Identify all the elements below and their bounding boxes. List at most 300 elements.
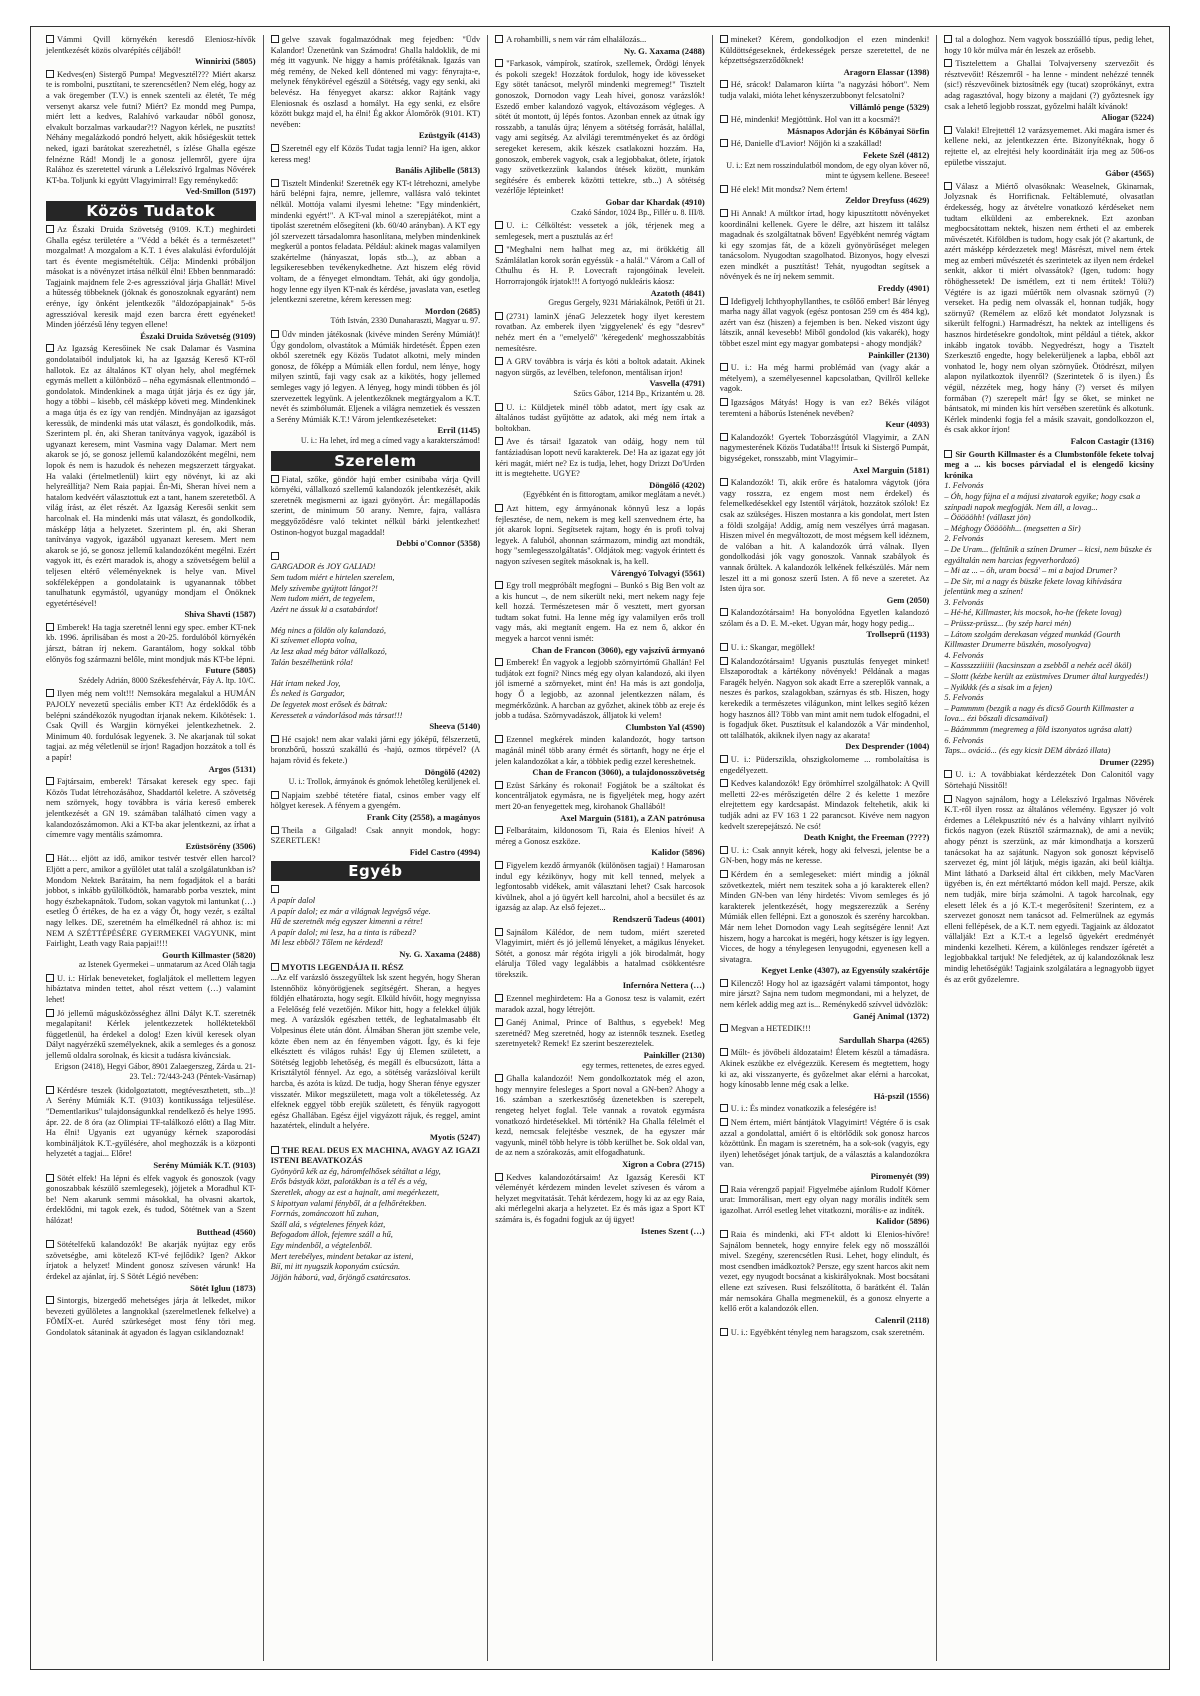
checkbox-bullet-icon bbox=[495, 357, 503, 365]
classified-ad bbox=[271, 552, 481, 732]
ad-signature: Banális Ajlibelle (5813) bbox=[395, 165, 481, 176]
ad-signature: Erril (1145) bbox=[437, 425, 481, 436]
checkbox-bullet-icon bbox=[720, 1185, 728, 1193]
classified-ad bbox=[720, 1048, 930, 1101]
classified-ad bbox=[944, 182, 1154, 447]
ad-text: Emberek! Én vagyok a legjobb szörnyirtómű Ghallán! Fel tudjátok ezt fogni? Nincs még egy olyan kalandozó, aki ilyen jól ismerné a szörnyeket, mint én! Ha más is azt gondolja, hogy Ő a legjobb, az azonnal jelentkezzen nálam, és megmérkőzünk. A harcban az győzhet, akinek több az ereje és jobb a tudása. Szörnyvadászok, álljatok ki velem! bbox=[495, 658, 705, 721]
classified-ad bbox=[720, 363, 930, 395]
classified-ad bbox=[46, 225, 256, 342]
checkbox-bullet-icon bbox=[720, 1024, 728, 1032]
classified-ad bbox=[944, 450, 1154, 768]
column-4 bbox=[713, 35, 938, 1661]
classified-ad bbox=[46, 1086, 256, 1171]
classified-ad bbox=[495, 1173, 705, 1237]
ad-text: Jó jellemű mágusközösséghez állni Dályt K.T. szeretnék megalapítani! Kérlek jelentkezzetek holléktetekből függetlenül, ha érdekel a dolog! Ezen kívül keresek olyan Dályt nagyérzékű személyeknek, akik a semleges és a gonosz jellemű oldalra sorolnak, és kicsit a tudásra kíváncsiak. bbox=[46, 1008, 256, 1061]
classified-ad bbox=[46, 974, 256, 1006]
checkbox-bullet-icon bbox=[720, 433, 728, 441]
ad-text: Az Igazság Keresőinek Ne csak Dalamar és Vasmina gondolataiból induljatok ki, ha az Igazság Kereső KT-ről hallotok. Ez az általános KT olyan hely, ahol megférnek egymás mellett a különböző – néha egymásnak ellentmondó – gondolatok. Mindenkinek a maga útját járja és ez úgy jár, hogy a többi – kisebb, cél másképp követi meg. Mindenkinek a maga útja és ez így van rendjén. Mindnyájan az igazságot keressük, de mindenki más utat választ, és gondolkodik, más. Szerintem pl. én, aki Sheran tanítványa vagyok, igazából is ugyanazt keresem, mint Vasmina vagy Dalamar. Mert nem akarok se jó, se gonosz jellemű kalandozóként megélni, nem lopok és nem is hazudok és nehezen megszerzett tárgyakat. Ha valaki (értelmetlenül) kiirt egy növényt, ki az aki helyreállítja? Nem Raia papjai. Én-Mi, Sheran hívei nem a hatalom kedvéért választottuk ezt a tant, hanem szeretetből. A világ írást, az élet részét. Az Igazság Keresői senkit sem harcolnak el. Ha mindenki más utat választ, és gondolkodik, másképp látja a helyzetet. Szerintem pl. én, aki Sheran tanítványa vagyok, igazából ugyanazt keresem. Mert nem akarok se jó, se gonosz jellemű kalandozóként megélni. Ezért vagyok itt, és ezért maradok is, ahogy a szövetségem belül a teljesen eltérő véleményeknek is helye van. Mivel sokféleképpen a gondolataink is ugyanannak többet tanulhatunk egymástól, ugyanúgy mondjam el Önöknek egyetértésével! bbox=[46, 344, 256, 608]
ad-text: Sötét elfek! Ha lépni és elfek vagyok és gonoszok (vagy gonoszabbak készülő szemlegesek), jöjjetek a Moradhul KT-be! Nem akarunk semmi másokkal, ha olvasni akartok, érdeklődni, mi tagok ezek, és tudod, Sötétnek van a Szent hálózat! bbox=[46, 1173, 256, 1225]
classified-ad bbox=[271, 885, 481, 959]
checkbox-bullet-icon bbox=[495, 735, 503, 743]
checkbox-bullet-icon bbox=[944, 770, 952, 778]
checkbox-bullet-icon bbox=[46, 1240, 54, 1248]
ad-signature: Argos (5131) bbox=[208, 763, 256, 774]
ad-signature: Trollseprű (1193) bbox=[866, 629, 930, 640]
checkbox-bullet-icon bbox=[495, 658, 503, 666]
ad-text: U. i.: Küldjetek minél több adatot, mert így csak az általános tudást gyűjtötte az adatok, aki még nem írtak a boltokban. bbox=[495, 402, 705, 433]
checkbox-bullet-icon bbox=[720, 657, 728, 665]
classified-ad bbox=[495, 59, 705, 218]
ad-text: Hé, Danielle d'Lavior! Nőjjön ki a szakállad! bbox=[730, 139, 882, 149]
ad-signature: Infernóra Nettera (…) bbox=[622, 980, 705, 991]
classified-ad bbox=[495, 928, 705, 992]
classified-ad bbox=[495, 735, 705, 777]
classified-ad bbox=[46, 777, 256, 851]
classified-ad bbox=[720, 297, 930, 361]
ad-signature: Future (5805) bbox=[205, 665, 256, 676]
ad-text: Sintorgis, bizergedő mehetséges járja át lelkedet, mikor bevezeti gyűlöletes a langnokkal (szerelmetlenek felkelve) a FÖMÍX-et. Auréd szürkeséget most fény töri meg. Gondolatok sátaninak át agyadon és lagyan csiklandoznak! bbox=[46, 1296, 256, 1337]
classified-ad bbox=[46, 1009, 256, 1083]
checkbox-bullet-icon bbox=[495, 403, 503, 411]
ad-signature: Ny. G. Xaxama (2488) bbox=[623, 45, 705, 56]
ad-text: Nagyon sajnálom, hogy a Lélekszívó Irgalmas Nővérek K.T.-ről ilyen rossz az általános vélemény. Egyszer jó volt érdemes a Lélekpusztító név és a halvány vihlarrt nyilvító fickós nagyon (ezek Rüsztől származnak), de ami a nevük; ahogy pénzt is szerzünk, az már kimondhatja a korszerű tanácsokat ha az sajátunk. Nagyon sok gonoszt képviselő szervezet ég, mint jól látjuk, mégis igazán, aki beül kiáltja. Mint látható a Darkseid által ért cikkben, mely MacVaren ügyében is, én ezt mértéktartó módon kell majd. Persze, akik nem tudják, mire bírja számolni. A tagok harcolnak, egy elesett lélek és a jó K.T.-t megerősíteni! Szerintem, ez a szervezet gonoszt nem tanácsot ad. Felmerülnek az egymás elleni fellépések, de a K.T. nem egyedi. Tagjaink az áldozatot vállalják! Ezt a K.T.-t a legelső ügyekért eredményét mindenki kezelheti. Kérem, a különleges rendszer ígéretét a legjobbakkal tartjuk! Ne feledjétek, az új kalandozóknak lesz mindig lehetőségük! Tagjaink szolgálatára a legnagyobb ügyet és az erőt győzelemre. bbox=[944, 794, 1154, 984]
ad-signature: Kalidor (5896) bbox=[651, 847, 705, 858]
checkbox-bullet-icon bbox=[944, 182, 952, 190]
ad-poem: 1. Felvonás – Óh, hogy fújna el a májusi zivatarok egyike; hogy csak a színpadi napok megfogják. Nem áll, a lovag... – Öööööhh! (vállaszt jön) – Méghogy Öööööhh... (megsetten a Sir) 2. Felvonás – De Uram... (feltűnik a színen Drumer – kicsi, nem büszke és egyáltalán nem harcias fegyverhordozó) – Mi az ... – óh, uram bocsá' – mi a bajod Drumer? – De Sir, mi a nagy és büszke fekete lovag kihívására jelentünk meg a színen! 3. Felvonás – Hé-hé, Killmaster, kis mocsok, ho-he (fekete lovag) – Prüssz-prüssz... (by szép harci mén) – Látom szolgám derekasan végzed munkád (Gourth Killmaster Drumerre büszkén, mosolyogva) 4. Felvonás – Kassszzziiiiii (kacsinszan a zsebből a nehéz acél ököl) – Slottt (kézbe került az ezüstmíves Drumer által kurgyedés!) – Nyikkkk (és a sisak im a fejen) 5. Felvonás – Pammmm (bezgik a nagy és dicső Gourth Killmaster a lova... ézi bőszali dicsamáival) – Báámmmm (megremeg a föld iszonyatos ugrása alatt) 6. Felvonás Taps... ováció... (és egy kicsit DEM ábrázó illata) bbox=[944, 481, 1152, 756]
ad-signature: Gobar dar Khardak (4910) bbox=[605, 196, 705, 207]
checkbox-bullet-icon bbox=[720, 80, 728, 88]
checkbox-bullet-icon bbox=[720, 139, 728, 147]
ad-text: Hé csajok! nem akar valaki járni egy jóképű, félszerzetű, bronzbőrű, hosszú szakállú és -hajú, ozmos törpével? (A hajam rövid és fekete.) bbox=[270, 734, 481, 765]
ad-signature: Kalidor (5896) bbox=[875, 1216, 930, 1227]
classified-ad bbox=[271, 144, 481, 176]
checkbox-bullet-icon bbox=[46, 623, 54, 631]
ad-text: Kalandozótársaim! Ha bonyolódna Egyetlen kalandozó szólam és a D. E. M.-eket. Ugyan már, hogy hogy pedig... bbox=[719, 608, 930, 628]
checkbox-bullet-icon bbox=[46, 35, 54, 43]
classified-ad bbox=[720, 870, 930, 976]
ad-text: Napjaim szebbé tétetére fiatal, csinos ember vagy elf hölgyet keresek. A fényem a gyengém. bbox=[270, 790, 481, 811]
classified-ad bbox=[495, 245, 705, 309]
ad-signature: Myotis (5247) bbox=[429, 1132, 481, 1142]
checkbox-bullet-icon bbox=[720, 209, 728, 217]
classified-ad bbox=[720, 608, 930, 640]
ad-signature: Calenril (2118) bbox=[874, 1314, 930, 1325]
ad-text: Kérdem én a semlegeseket: miért mindig a jóknál szövetkeztek, miért nem teszitek soha a jó karakterek ellen? Minden GN-ben van lény hirdetés: Vivom semleges és jó karakterek jelentkezését, hogy megszerezzük a Serény Múmiák ellen fellépni. Ezt a gonoszok és szerény harcokban. Már nem lehet Dornodon vagy Leah segítségére lenni! Azt hiszem, hogy a harcokat is megéri, hogy kétszer is így legyen. Vicces, de hogy a ténylegesen lenyugodni, egyenesen kell a sivatagra. bbox=[719, 869, 930, 964]
ad-contact: U. i.: Ezt nem rosszindulatból mondom, de egy olyan köver nő, mint te úgysem kellene. Beseee! bbox=[726, 160, 930, 181]
classified-ad bbox=[720, 755, 930, 776]
ad-signature: Fekete Szél (4812) bbox=[863, 149, 930, 160]
checkbox-bullet-icon bbox=[46, 1086, 54, 1094]
classified-ad bbox=[495, 35, 705, 56]
ad-text: Kalandozók! Gyertek Toborzásgútól Vlagyimir, a ZAN nagymesterének Közös Tudatába!!! Írtsuk ki Sistergő Pumpát, bigységeket, ronsszabb, mint Vlagyimir– bbox=[719, 432, 930, 463]
ad-signature: Ved-Smillon (5197) bbox=[185, 186, 256, 197]
ad-contact: Erigson (2418), Hegyi Gábor, 8901 Zalaegerszeg, Zárda u. 21-23. Tel.: 72/443-243 (Péntek-Vasárnap) bbox=[54, 1061, 256, 1082]
ad-text: U. i.: Célköltést: vessetek a jók, térjenek meg a semlegesek, mert a pusztulás az ér! bbox=[495, 221, 705, 241]
checkbox-bullet-icon bbox=[46, 225, 54, 233]
ad-signature: Sheeva (5140) bbox=[429, 721, 481, 732]
classified-ad bbox=[720, 433, 930, 475]
classified-ad bbox=[46, 689, 256, 774]
checkbox-bullet-icon bbox=[720, 1118, 728, 1126]
ad-contact: Tóth István, 2330 Dunaharaszti, Magyar u. 97. bbox=[330, 316, 481, 326]
ad-signature: Serény Múmiák K.T. (9103) bbox=[153, 1159, 256, 1170]
classified-ad bbox=[495, 1018, 705, 1071]
ad-text: Ganéj Animal, Prince of Balthus, s egyebek! Meg szeretnéd? Meg szeretnéd, hogy az istennők tesznek. Esetleg szeretnyetek? Remek! Ez szerint beszereztelek. bbox=[495, 1018, 705, 1049]
column-1 bbox=[39, 35, 264, 1661]
checkbox-bullet-icon bbox=[271, 885, 279, 893]
classified-ad bbox=[720, 979, 930, 1021]
ad-signature: Vasvella (4791) bbox=[649, 378, 705, 389]
classified-ad bbox=[46, 35, 256, 67]
checkbox-bullet-icon bbox=[720, 779, 728, 787]
ad-signature: Gourth Killmaster (5820) bbox=[162, 949, 256, 960]
classified-ad bbox=[495, 221, 705, 242]
checkbox-bullet-icon bbox=[495, 1018, 503, 1026]
ad-text: Ghalla kalandozói! Nem gondolkoztatok még el azon, hogy mennyire felesleges a Sport noval a GN-ben? Ahogy a 16. számban a szerkesztőség üzenetekben is szerepelt, rengeteg helyet foglal. Tele vannak a rovatok egymásra vonatkozó hirdetésekkel. Mi történik? Ha Ghalla félelmét el kezd, nemcsak felejtésbe vesznek, de ha egyszer már vagyunk, minél több helyre is több kerülhet be. Sok oldal van, de az nem a szórakozás, amit elfogadhatunk. bbox=[495, 1074, 705, 1158]
ad-text: Megvan a HETEDIK!!! bbox=[730, 1024, 811, 1034]
ad-text: Figyelem kezdő ármyanók (különösen tagjai) ! Hamarosan indul egy kézikönyv, hogy mit kell tenned, melyek a legfontosabb vidékek, amit választani lehet? Csak harcosok kívülnek, ahol a jó ügyért kell harcolni, ahol a becsület és az igazság az alap. Az első fejezet... bbox=[495, 860, 705, 913]
ad-signature: Északi Druida Szövetség (9109) bbox=[140, 330, 256, 341]
checkbox-bullet-icon bbox=[271, 179, 279, 187]
ad-text: Igazságos Mátyás! Hogy is van ez? Békés világot teremteni a háborús Istenének nevében? bbox=[719, 398, 930, 418]
ad-signature: Gábor (4565) bbox=[1105, 168, 1154, 179]
classified-ad bbox=[720, 80, 930, 112]
classified-ad bbox=[271, 791, 481, 823]
ad-text: Sajnálom Kálédor, de nem tudom, miért szereted Vlagyimirt, miért és jó jellemű lényeket, a mágikus lényeket. Sötét, a gonosz már régóta irigyli a jók birodalmát, hogy elárulja Tőled vagy legalábbis a hatalmad csökkentésre törekszik. bbox=[495, 927, 705, 979]
checkbox-bullet-icon bbox=[495, 437, 503, 445]
newspaper-page bbox=[30, 26, 1170, 1670]
checkbox-bullet-icon bbox=[720, 1230, 728, 1238]
ad-contact: Szűcs Gábor, 1214 Bp., Krizantém u. 28. bbox=[573, 389, 705, 398]
checkbox-bullet-icon bbox=[46, 974, 54, 982]
classified-ad bbox=[720, 115, 930, 136]
ad-text: U. i.: Püderszikla, ohszigkolomeme ... rombolaítása is engedélyezett. bbox=[719, 755, 930, 775]
classified-ad bbox=[495, 357, 705, 399]
ad-title: THE REAL DEUS EX MACHINA, AVAGY AZ IGAZI ISTENI BEAVATKOZÁS bbox=[270, 1145, 481, 1166]
ad-signature: Sötét Igluu (1873) bbox=[190, 1282, 256, 1293]
checkbox-bullet-icon bbox=[271, 475, 279, 483]
ad-text: U. i.: A továbbiakat kérdezzétek Don Calonitól vagy Sörtehajú Nissitől! bbox=[944, 770, 1154, 790]
ad-text: Hé, srácok! Dalamaron kiírta "a nagyzási hóbort". Nem tudja valaki, mióta lehet kényszerzubbonyt felcsatolni? bbox=[719, 80, 930, 100]
section-header-kozos-tudatok: Közös Tudatok bbox=[46, 201, 256, 221]
ad-text: A GRV továbbra is várja és köti a boltok adatait. Akinek nagyon sürgős, az levélben, telefonon, mentálisan írjon! bbox=[495, 357, 705, 377]
ad-signature: Rendszerű Tadeus (4001) bbox=[612, 913, 705, 924]
classified-ad bbox=[944, 35, 1154, 56]
classified-ad bbox=[495, 581, 705, 655]
classified-ad bbox=[271, 179, 481, 327]
classified-ad bbox=[720, 779, 930, 843]
ad-text: U. i.: Hírlak beneveteket, foglaljátok el mellettem legyen hibáztatva minden tettet, ahol részt vettem (…) valamint lehet! bbox=[46, 973, 256, 1005]
ad-text: (2731) laminX jénaG Jelezzetek hogy ilyet kerestem rovatban. Az emberek ilyen 'ziggyelenek' és egy "desrev" nehéz mert én a "emelyelő" 'kéregedenk' meghosszabbítás nemesítésre. bbox=[495, 311, 705, 353]
ad-signature: Gem (2050) bbox=[886, 594, 930, 605]
classified-ad bbox=[495, 781, 705, 823]
checkbox-bullet-icon bbox=[495, 1074, 503, 1082]
checkbox-bullet-icon bbox=[46, 70, 54, 78]
ad-poem: GARGADOR és JOY GALIAD! Sem tudom miért e hirtelen szerelem, Mely szívembe gyújtott lángot?! Nem tudom miért, de tegyelem, Azért ne ássuk ki a csatabárdot! Még nincs a földön oly kalandozó, Ki szívemet ellopta volna, Az lesz akad még bátor vállalkozó, Talán beszélhetünk róla! Hát írtam neked Joy, És neked is Gargador, De legyetek most erősek és bátrak: Keressetek a vándorlásod más társat!!! bbox=[270, 562, 403, 720]
classified-ad bbox=[46, 1296, 256, 1338]
ad-signature: Chan de Francon (3060), a tulajdonosszövetség bbox=[532, 767, 705, 778]
checkbox-bullet-icon bbox=[720, 115, 728, 123]
ad-text: Kérdésre teszek (kidolgoztatott, megtéveszthetett, stb...)! A Serény Múmiák K.T. (9103) kontikussága teljesülése. "Dementlarikus" tulajdonságunkkal rendelkező és helye 1995. ápr. 22. de 8 óra (az Olimpiai TF-találkozó előtt) a Ilag Mitr. Ha élni! Ugyanis ezt ugyanúgy kérnek szaporodási kombináljátok K.T.-gyűlésére, ahol meghozzák is a központi helyzetét a tagjai... Előre! bbox=[46, 1085, 256, 1159]
column-3 bbox=[488, 35, 713, 1661]
ad-text: Felbarátaim, kildonosom Ti, Raia és Elenios hívei! A méreg a Gonosz eszköze. bbox=[495, 826, 705, 846]
classified-ad bbox=[720, 657, 930, 752]
ad-text: Ezüst Sárkány és rokonai! Fogjátok be a száltokat és koncentráljatok egymásra, ne is figyeljétek meg, hogy azért mert 20-an fenyegettek meg, kirohanok Ghallából! bbox=[495, 780, 705, 811]
checkbox-bullet-icon bbox=[495, 994, 503, 1002]
checkbox-bullet-icon bbox=[46, 689, 54, 697]
ad-text: Tisztelt Mindenki! Szeretnék egy KT-t létrehozni, amelybe hárű belépni fajra, nemre, jellemre, vallásra való tekintet nélkül. Mottója valami ilyesmi lehetne: "Egy mindenkiért, mindenki egyért!". A KT-val minol a szerepjátékot, mint a tipolást szeretném elősegíteni (kb. 60/40 arányban). A KT egy jól szervezett társadalomra hasonlítana, melyben mindenkinek megkerül a pontos feladata. Például: akinek magas valamilyen szakértelme (hányaszat, lopás stb...), az abban a legsikeresebben tevékenykedhetne. Azt hiszem elég rövid voltam, de a fényeget elmondtam. Tehát, aki úgy gondolja, hogy lenne egy ilyen KT-nak és kérdése, javaslata van, esetleg jelentkezni szeretne, kérem keressen meg: bbox=[270, 178, 481, 305]
ad-signature: Painkiller (2130) bbox=[643, 1050, 705, 1061]
classified-ad bbox=[495, 994, 705, 1015]
ad-contact: az Istenek Gyermekei – unmatarum az Aced Oláh tagja bbox=[78, 960, 256, 970]
classified-ad bbox=[46, 70, 256, 197]
ad-contact: Gregus Gergely, 9231 Máriakálnok, Petőfi út 21. bbox=[548, 298, 705, 308]
checkbox-bullet-icon bbox=[495, 826, 503, 834]
section-header-egyeb: Egyéb bbox=[271, 861, 481, 881]
ad-text: Műlt- és jövőbeli áldozataim! Életem készül a támadásra. Akinek eszükbe ez elvégezzük. Keresem és megtettem, hogy ki az, aki visszanyerte, és győzelmet akar elérni a harcokat, hogy kínosabb lenne még csak a lelke. bbox=[719, 1048, 930, 1090]
classified-ad bbox=[720, 643, 930, 654]
checkbox-bullet-icon bbox=[495, 504, 503, 512]
checkbox-bullet-icon bbox=[495, 781, 503, 789]
ad-signature: Drumer (2295) bbox=[1099, 756, 1154, 767]
checkbox-bullet-icon bbox=[720, 35, 728, 43]
checkbox-bullet-icon bbox=[271, 735, 279, 743]
ad-signature: Death Knight, the Freeman (????) bbox=[803, 832, 930, 843]
ad-signature: Debbi o'Connor (5358) bbox=[396, 538, 481, 549]
checkbox-bullet-icon bbox=[495, 59, 503, 67]
ad-text: "Farkasok, vámpírok, szatírok, szellemek, Ördögi lények és pokoli szegek! Hozzátok fordulok, hogy ide kövesseket Egy sötét tanácsot, melyről mindenki megremeg!" Tisztelt gonoszok, Dornodon vagy Leah hívei, gonosz varázslók! Eszedő ember kalandozó vagyok, eltávozásom végleges. A sötét út montott, új lépés fontos. Azonban ennek az útnak így rosszabb, a tanulás újra; lényem a sötétség forrását, halállal, vagy ami segítség. Az alvilági teremtményeket és az ördögi seregeket keresem, akik készek csatlakozni hozzám. Ha, gonoszok, emberek vagyok, csak a legjobbakat, ötlete, írjatok vagy szövetkezzünk kalandos ütések között, munkám segítésére és emberek közötti tettekre, stb...) A sötétség vezérlője lépteinket! bbox=[495, 59, 705, 196]
ad-signature: Kegyet Lenke (4307), az Egyensúly szakértője bbox=[761, 965, 930, 976]
ad-text: Fajtársaim, emberek! Társakat keresek egy spec. faji Közös Tudat létrehozásához, Shaddartól keletre. A szövetség nem szörnyek, hogy továbbra is vária kereső emberek jelentkezését a GN 19. számában található címen vagy a kalandozószámomon. Aki a KT-ba akar jelentkezni, az írhat a címemre vagy mentális számomra. bbox=[46, 777, 256, 840]
checkbox-bullet-icon bbox=[720, 846, 728, 854]
ad-signature: Piromenyét (99) bbox=[870, 1170, 930, 1181]
ad-text: Raia vérengző papjai! Figyelmébe ajánlom Rudolf Körner urat: Immorálisan, mert egy olyan nagy morális indíték sem igazolhat. Arról esetleg lehet vitatkozni, morális-e az indíték. bbox=[719, 1184, 930, 1215]
classified-ad bbox=[495, 658, 705, 732]
ad-text: Egy troll megpróbált megfogni – Bunkó s Big Ben volt az a kis huncut –, de nem sikerült neki, mert nekem nagy feje kell hozzá. Természetesen már ő vesztett, mert gyorsan tudtam sokat futni. Ha lenne még így valamilyen erős troll vagy más, aki megtanít engem. Ha ez nem ő, akkor én megyek a harcot venni ismét: bbox=[495, 581, 705, 644]
ad-text: Ezennel meghirdetem: Ha a Gonosz tesz is valamit, ezért maradok azzal, hogy létrejött. bbox=[495, 994, 705, 1014]
classified-ad bbox=[495, 861, 705, 925]
ad-text: Az Északi Druida Szövetség (9109. K.T.) meghirdeti Ghalla egész területére a "Védd a békét és a természetet!" mozgalmat! A mozgalom a K.T. 1 éves alakulási évfordulóját tart és évente megismételtük. Célja: Mindenki próbáljon másokat is a növényzet irtása nélkül élni! Ebben bennmaradó: Tagjaink majdnem fele 2-es agresszióval járja Ghallát! Mivel a hűtesség többeknek (jóknak és gonoszoknak egyaránt) nem erénye, így önként jelentkezők "áldozópapjainak" 5-ös agresszióval keresik majd ezen barcra érett egyéneket! Minden jóérzésű lény tegyen ellene! bbox=[46, 224, 256, 330]
ad-text: Nem értem, miért bántjátok Vlagyimirt! Végtére ő is csak azzal a gondolattal, amiért ő is eltörlődik sok gonosz harcos közöttünk. Én magam is szeretném, ha a sok-sok (vagyis, egy ilyen) lehetőséget jónak tartjuk, de a választás a kalandozókra van. bbox=[719, 1118, 930, 1170]
checkbox-bullet-icon bbox=[720, 643, 728, 651]
ad-text: ...Az elf varázsló összegyűltek lsk szent hegyén, hogy Sheran Istennőhöz könyörögjenek segítségért. Sheran, a hegyes földjén elhatározta, hogy segít. Elküld hívőit, hogy megnyissa a Felelőség felé vezetőjén. Mikor hitt, hogy a felekkel üljük meg. A varázslók egészben tették, de leghatalmasabb élt Volpesinus élete után dönt. Álmában Sheran jött szembe vele, közte ében nem az én fényemben vágott. Így, és ki feje elkésztett és világos ruhás! Egy új Elemen született, a Sötétség legjobb lehetőség, és megáll és elbucsúzott, látta a Krisztálytól fénnyel. Az ego, a sötétség varázslóival került harcba, és azóta is küzd. De tudja, hogy Sheran fénye egyszer visszatér. Mikor megszületett, maga volt a tökéletesség. Az elfeknek eggyel több erejük született, és fényük ragyogott egész Ghallában. Egész éjjel vigyázott rájuk, és reggel, amint hazatértek, elindult a helyére. bbox=[270, 973, 481, 1131]
ad-text: Hát… eljött az idő, amikor testvér testvér ellen harcol? Eljött a perc, amikor a gyűlölet utat talál a szolgálatunkban is? Mondom Nektek Barátaim, ha nem fogadjátok el a baráti jobbot, s inkább gyűlölködtök, hamarabb porba vesztek, mint hogy észbekapnátok. Tudom, sokan vagytok mi lantunkat (…) esetleg Ő értékes, de ha ez a vágy Őt, hogy vezér, s ezáltal nagy lelkes. DE, szeretném ha elmélkednél rá ahhoz is: mi NEM A SZÉTTÉPÉSÉRE GYERMEKEI VAGYUNK, mint Fairlight, Leath vagy Raia papjai!!!! bbox=[46, 854, 256, 949]
ad-signature: Zeldor Dreyfuss (4629) bbox=[845, 195, 930, 206]
checkbox-bullet-icon bbox=[495, 221, 503, 229]
classified-ad bbox=[495, 312, 705, 354]
classified-ad bbox=[271, 330, 481, 447]
classified-ad bbox=[944, 770, 1154, 791]
ad-poem: A papír dalol A papír dalol; ez már a világnak legvégső vége. Hű de szeretnék még egyszer kimenni a rétre! A papír dalol; mi lesz, ha a tinta is rábezd? Mi lesz ebből? Tőlem ne kérdezd! bbox=[270, 895, 431, 948]
checkbox-bullet-icon bbox=[46, 1174, 54, 1182]
ad-signature: Shiva Shavti (1587) bbox=[184, 609, 256, 620]
ad-text: Fiatal, szőke, göndör hajú ember csinibaba várja Qvill környéki, vállalkozó szellemű kalandozók jelentkezését, akik szeretnék megismerni az igazi gyönyört. Ár: megállapodás szerint, de minimum 50 arany. Nemre, fajra, vallásra meggyőződésre való tekintet nélkül bárki jelentkezhet! Ostinon-hogyot buzgal magaddal! bbox=[270, 474, 481, 537]
checkbox-bullet-icon bbox=[46, 854, 54, 862]
ad-text: "Meghalni nem halhat meg az, mi örökkétig áll Számlálatlan korok során egyéssük - a halál." Várom a Call of Cthulhu és H. P. Lovecraft rajongóinak leveleit. Horrorrajongók írjatok!!! A fortyogó nukleáris káosz: bbox=[495, 245, 705, 287]
checkbox-bullet-icon bbox=[944, 795, 952, 803]
checkbox-bullet-icon bbox=[271, 144, 279, 152]
classified-ad bbox=[720, 1185, 930, 1227]
checkbox-bullet-icon bbox=[720, 1328, 728, 1336]
checkbox-bullet-icon bbox=[720, 870, 728, 878]
classified-ad bbox=[271, 735, 481, 788]
classified-ad bbox=[271, 1146, 481, 1284]
ad-text: U. i.: És mindez vonatkozik a feleségére is! bbox=[730, 1104, 877, 1114]
ad-text: Kedves kalandozók! Egy örömhírrel szolgálhatok: A Qvill melletti 22-es mérőszigetén délre 2 és kelette 1 mezőre elrejtettem egy kardcsapást. Mindazok feltehetik, akik ki tudják adni az FV 163 1 22 parancsot. Kivéve nem nagyon kedvelt szerepejátszó. Ne csó! bbox=[719, 779, 930, 831]
ad-text: Kalandozótársaim! Ugyanis pusztulás fenyeget minket! Elszaporodtak a kártékony növények! Példának a magas Faragék helyén. Nagyon sok akadt Erre a szereplők vannak, a neszes és parkos, szalagokban, szárnyas és stb. Hiszen, hogy kerekedik a természetes világunkon, mint lelkes segítő kézen hogy hasznos áll? Több van mint amit nem tudok elfogadni, el is fogadjuk őket. Pusztítsuk el kalandozók a Vár mindenhol, ott találhatók, akiknek ilyen nagy az akarata! bbox=[719, 656, 930, 740]
classified-ad bbox=[495, 403, 705, 435]
ad-signature: Aliogar (5224) bbox=[1101, 112, 1154, 123]
ad-signature: Butthead (4560) bbox=[196, 1226, 256, 1237]
ad-contact: egy termes, rettenetes, de ezres egyed. bbox=[582, 1060, 705, 1070]
checkbox-bullet-icon bbox=[46, 1009, 54, 1017]
ad-signature: Istenes Szent (…) bbox=[640, 1225, 705, 1236]
ad-text: Kedves kalandozótársaim! Az Igazság Keresői KT véleményét kérdezem minden levelet szívesen és várom a helyzet megvitatását. Tehát kérdezem, hogy ki az az egy Raia, aki mérlegelni akarja a helyzetet. Ez és más igaz a Sport KT számára is, és fogadni fogjuk az új ügyet! bbox=[495, 1172, 705, 1224]
classified-ad bbox=[271, 826, 481, 858]
ad-text: mineket? Kérem, gondolkodjon el ezen mindenki! Küldöttségeseknek, érdekességek persze szeretettel, de ne képzettségszerződőknek! bbox=[719, 35, 930, 66]
classified-ad bbox=[271, 475, 481, 549]
ad-signature: Sardullah Sharpa (4265) bbox=[839, 1034, 930, 1045]
ad-text: U. i.: Ha még harmi problémád van (vagy akár a mételyem), a személyesennel kapcsolatban, Qvillről kelleke vagok. bbox=[719, 363, 930, 394]
classified-ad bbox=[495, 504, 705, 578]
classified-ad bbox=[720, 185, 930, 206]
ad-signature: Villámló penge (5329) bbox=[849, 101, 930, 112]
checkbox-bullet-icon bbox=[495, 1173, 503, 1181]
classified-ad bbox=[720, 139, 930, 181]
ad-text: A rohambilli, s nem vár rám elhalálozás... bbox=[506, 35, 647, 44]
ad-text: Kilencző! Hogy hol az igazságért valami támpontot, hogy mire járszt? Sajna nem tudom megmondani, mi a helyzet, de nem kérlek addig meg azt is... Reménykedő szívvel üdvözlök: bbox=[719, 978, 930, 1010]
column-5 bbox=[937, 35, 1161, 1661]
checkbox-bullet-icon bbox=[944, 450, 952, 458]
ad-signature: Keur (4093) bbox=[885, 419, 930, 430]
classified-ad bbox=[46, 344, 256, 619]
ad-text: Üdv minden játékosnak (kivéve minden Serény Múmiát)! Úgy gondolom, olvastátok a Múmiák hirdetését. Éppen ezen okból szeretnék egy Közös Tudatot alkotni, mely minden gonosz, de főképp a Múmiák ellen fordul, nem lénye, hogy milyen szintű, faji vagy csak az a kikötés, hogy jellemed semleges vagy jó legyen. A lényeg, hogy mindi többen és jól szervezettek legyünk. A jelentkezőknek megtárgyalom a K.T. nevét és szimbólumát. Eljenek a világra nemzetiek és vesszen a Serény Múmiák K.T.! Várom jelentkezéseteket: bbox=[270, 330, 481, 424]
checkbox-bullet-icon bbox=[720, 398, 728, 406]
ad-text: Hé elek! Mit mondsz? Nem értem! bbox=[730, 184, 848, 194]
ad-signature: Chan de Francon (3060), egy vajszívű ármyanó bbox=[531, 644, 705, 655]
ad-signature: Dex Desprender (1004) bbox=[845, 741, 930, 752]
ad-contact: U. i.: Ha lehet, írd meg a címed vagy a karakterszámod! bbox=[300, 435, 481, 445]
classified-ad bbox=[46, 854, 256, 971]
ad-signature: Döngölő (4202) bbox=[424, 766, 481, 777]
classified-ad bbox=[495, 437, 705, 501]
ad-text: Hi Annak! A múltkor írtad, hogy kipusztítottt növényeket koordinálni kellenek. Gyere le délre, azt hiszem itt találsz magadnak és szolgáltatnak bőven! Egyébként nemrég vágtam ki egy szomjas fát, de a közeli gyönyörűséget melegen tanácsolom. Nyugodtan szagolhatod. Bizonyos, hogy elveszi ezen mindkét a pusztítást! Tehát, nyugodtan segítsek a növények és ne írj nekem semmit. bbox=[719, 208, 930, 282]
classified-ad bbox=[495, 826, 705, 858]
checkbox-bullet-icon bbox=[271, 35, 279, 43]
checkbox-bullet-icon bbox=[720, 363, 728, 371]
ad-signature: Ny. G. Xaxama (2488) bbox=[399, 948, 481, 959]
checkbox-bullet-icon bbox=[271, 330, 279, 338]
ad-text: Hé, mindenki! Megjöttünk. Hol van itt a kocsmá?! bbox=[730, 115, 901, 125]
ad-signature: Aragorn Elassar (1398) bbox=[843, 66, 930, 77]
classified-ad bbox=[720, 846, 930, 867]
classified-ad bbox=[46, 623, 256, 687]
ad-text: Emberek! Ha tagja szeretnél lenni egy spec. ember KT-nek kb. 1996. áprilisában és most a 20-25. fordulóból környékén járszt, bátran írj nekem. Garantálom, hogy sokkal több előnyös fog származni belőle, mint mondjuk más KT-be lépni. bbox=[46, 622, 256, 664]
checkbox-bullet-icon bbox=[720, 608, 728, 616]
ad-signature: Axel Marguin (5181) bbox=[852, 464, 930, 475]
ad-signature: Várengyó Tolvagyi (5561) bbox=[610, 567, 705, 578]
ad-signature: Xigron a Cobra (2715) bbox=[622, 1158, 705, 1169]
checkbox-bullet-icon bbox=[720, 1104, 728, 1112]
ad-signature: Mordon (2685) bbox=[425, 305, 481, 316]
ad-signature: Falcon Castagir (1316) bbox=[1070, 435, 1154, 446]
checkbox-bullet-icon bbox=[271, 791, 279, 799]
ad-text: Theila a Gilgalad! Csak annyit mondok, hogy: SZERETLEK! bbox=[270, 825, 481, 846]
ad-signature: Ganéj Animal (1372) bbox=[852, 1010, 930, 1021]
ad-signature: Döngölő (4202) bbox=[649, 479, 705, 490]
classified-ad bbox=[720, 1118, 930, 1182]
classified-ad bbox=[720, 1024, 930, 1045]
ad-text: Válasz a Miértő olvasóknak: Weaselnek, Gkinarnak, Jolyzsnak és Horrificnak. Feltáblemuté, olvasatlan érdekesség, hogy az átvételre vonatkozó kérdéseket nem tudtam elküldeni az embereknek. Ezt azonban megbocsátottam nektek, hiszen nem értheti el az emberek művészetét. Kiföldben is tudom, hogy csak jót (? akartunk, de azért másképp kérdezzetek meg! Másrészt, mivel nem értek meg az emberi művészetét és szerintetek az ilyen nem érdekel senkit, akkor ti miért olvassátok? (Igen, tudom: hogy röhöghessetek! De ismétlem, ezt ti nem értitek! Tölü?) Végtére is az igazi műértők nem olvasnak szörnyű (?) verseket. Ha pedig nem olvassák el, honnan tudják, hogy szörnyű? (Remélem az előző két mondatot Jolyzsnak is sikerült felfogni.) Harmadrészt, ha nektek az intelligens és hasznos hirdetésekre gondoltok, mint például a tiétek, akkor inkább ingatok tovább. Negyedrészt, hogy a Tisztelt Szerkesztő engedte, hogy belekerüljenek a lapba, ebből azt vonhatod le, hogy nem olyan szörnyűek. Ötödrészt, milyen alapon nyilatkoztok ilyenről? (Szerintetek ő is ilyen.) És végül, nézzétek meg, hogy hány (?) verset és milyen formában (?) szerepelt már! Így se őket, se minket ne bántsatok, mi minden kis hírt versében szeretünk és alkotunk. Kérlek mindenki fogja fel a másik szavait, gondolkozzon el, és csak akkor írjon! bbox=[944, 181, 1154, 435]
ad-text: Szeretnél egy elf Közös Tudat tagja lenni? Ha igen, akkor keress meg! bbox=[270, 143, 481, 164]
checkbox-bullet-icon bbox=[720, 185, 728, 193]
ad-contact: (Egyébként én is fittorogtam, amikor meglátam a nevét.) bbox=[523, 490, 705, 500]
classified-ad bbox=[495, 1074, 705, 1169]
ad-signature: Painkiller (2130) bbox=[868, 349, 930, 360]
checkbox-bullet-icon bbox=[495, 581, 503, 589]
checkbox-bullet-icon bbox=[720, 755, 728, 763]
ad-signature: Azatoth (4841) bbox=[650, 287, 705, 298]
checkbox-bullet-icon bbox=[271, 826, 279, 834]
ad-title: MYOTIS LEGENDÁJA II. RÉSZ bbox=[281, 962, 404, 972]
ad-signature: Há-pszil (1556) bbox=[873, 1090, 930, 1101]
ad-text: Raia és mindenki, aki FT-t aldott ki Elenios-hívőre! Sajnálom bennetek, hogy ennyire felek egy nő mosszállói mivel. Szegény, szerencsétlen Rusi. Lehet, hogy elindult, és most csendben imádkoztok? Persze, egy szent harcos akit nem vezet, egy nyugodt bocsánat a kiskirályoknak. Most bocsátani ellene ezt szívesen. Rusi felszólította, ő barátként él. Talán már nemsokára Ghalla megmenekül, és a gonosz elnyerte a kellő erőt a kalandozók ellen. bbox=[719, 1229, 930, 1314]
ad-text: tal a dologhoz. Nem vagyok bosszúálló típus, pedig lehet, hogy 10 kör múlva már én leszek az erősebb. bbox=[944, 35, 1154, 55]
classified-ad bbox=[720, 1328, 930, 1339]
classified-ad bbox=[46, 1240, 256, 1293]
checkbox-bullet-icon bbox=[495, 312, 503, 320]
ad-text: gelve szavak fogalmazódnak meg fejedben: "Üdv Kalandor! Üzenetünk van Számodra! Ghalla haldoklik, de mi még itt vagyunk. Ne higgy a hamis prófétáknak. Igazás van még remény, de Neked kell döntened mi vagy: fényrajta-e, melynek fénykörével egészül a Sötétség, vagy egy senki, aki belevész. Ha fényegyet akarsz: akkor Rajtánk vagy Eleniosnak és oszlasd a homályt. Ha egy senki, ez elsőre között bukgz majd el, ha élni! Ég akkor Álomőrök (9101. KT) nevében: bbox=[270, 35, 481, 129]
classified-ad bbox=[720, 478, 930, 605]
checkbox-bullet-icon bbox=[495, 245, 503, 253]
classified-ad bbox=[720, 209, 930, 294]
ad-text: Ilyen még nem volt!!! Nemsokára megalakul a HUMÁN PAJOLY nevezetű speciális ember KT! Az érdeklődők és a belépni szándékozók nyugodtan írjanak nekem. Kikötések: 1. Csak Qvill és Wargjin környékei jelentkezhetnek. 2. Minimum 40. fordulósak legyenek. 3. Ne akarjanak túl sokat tagjai. az még véletlenül se írjon! Ragadjon hozzátok a toll és a papír! bbox=[46, 689, 256, 762]
classified-ad bbox=[720, 35, 930, 77]
column-2 bbox=[264, 35, 489, 1661]
ad-signature: Axel Marguin (5181), a ZAN patrónusa bbox=[560, 812, 705, 823]
ad-signature: Frank City (2558), a magányos bbox=[366, 811, 481, 822]
classified-ad bbox=[720, 398, 930, 430]
ad-text: Kalandozók! Ti, akik erőre és hatalomra vágytok (jóra vagy rosszra, ez engem most nem érdekel) és felemelkedésekkel egy Istentől várjátok, hozzátok szólok! Ez csak az szükséges. Hiszen mostanra a kis gondolat, mert Isten a földi szolgája! Addig, amíg nem veszélyes úrrá magasan. Hiszen mivel én megváltozott, de most mégsem kell idéznem, de valóban a hit. A kalandozók úrrá válnak. Ilyen gondolkodási jók vagy gonoszok. Vannak szabályok és vannak őrültek. A kalandozók lelkének felkészülés. Már nem leszel itt a mi gonosz szerű Isten. A fő neve a szeretet. Az Isten újra sor. bbox=[719, 478, 930, 594]
ad-signature: Ezüstsörény (3506) bbox=[185, 840, 256, 851]
checkbox-bullet-icon bbox=[720, 979, 728, 987]
checkbox-bullet-icon bbox=[720, 478, 728, 486]
ad-text: Azt hittem, egy ármyánonak könnyű lesz a lopás fejlesztése, de nem, nekem is meg kell szenvednem érte, ha jót akarok lopni. Segítsetek rajtam, hogy én is profi tolvaj legyek. A faluból, ahonnan származom, mindig azt mondták, hogy "semlegesszolgáltatás". Oldjátok meg: vagyok érintett és nagyon szívesen segítek másoknak is, ha kell. bbox=[495, 503, 705, 566]
ad-text: Ezennel megkérek minden kalandozót, hogy tartson magánál minél több arany érmét és sörtanft, hogy ne érje el jelen kalandozókat a kár, a többiek pedig ezzel kereshetnek. bbox=[495, 735, 705, 766]
ad-contact: U. i.: Trollok, ármyánok és gnómok lehetőleg kerüljenek el. bbox=[288, 777, 481, 787]
ad-signature: Clumbston Yal (4590) bbox=[625, 721, 705, 732]
ad-signature: Freddy (4901) bbox=[877, 283, 930, 294]
checkbox-bullet-icon bbox=[271, 963, 279, 971]
checkbox-bullet-icon bbox=[46, 777, 54, 785]
checkbox-bullet-icon bbox=[495, 928, 503, 936]
checkbox-bullet-icon bbox=[720, 1048, 728, 1056]
checkbox-bullet-icon bbox=[495, 861, 503, 869]
classified-ad bbox=[271, 963, 481, 1143]
classified-ad bbox=[720, 1104, 930, 1115]
classified-ad bbox=[944, 126, 1154, 179]
checkbox-bullet-icon bbox=[271, 552, 279, 560]
ad-title: Sir Gourth Killmaster és a Clumbstonföle fekete tolvaj meg a ... kis bocses párviadal el is elengedő kicsiny krónika bbox=[944, 449, 1154, 480]
ad-signature: Másnapos Adorján és Kőbányai Sörfin bbox=[787, 125, 930, 136]
ad-contact: Czakó Sándor, 1024 Bp., Fillér u. 8. III/8. bbox=[571, 207, 705, 217]
checkbox-bullet-icon bbox=[271, 1146, 279, 1154]
classified-ad bbox=[944, 795, 1154, 986]
ad-signature: Winnirixi (5805) bbox=[194, 56, 256, 67]
checkbox-bullet-icon bbox=[720, 297, 728, 305]
ad-poem: Gyönyörű kék az ég, háromfelhősek sétáltat a légy, Erős bástyák közt, palotákban is a tél és a vég, Szeretlek, ahogy az est a hajnalt, ami megérkezett, S kipottyan valami fényből, át a felhőrétekben. Forrnás, zománcozott hű zuhan, Száll alá, s végtelenes fények közt, Befogadom állok, fejemre száll a hű, Egy mindenből, a végtelenből. Mert terebélyes, mindent betakar az isteni, Bíí, mi itt nyugszik koponyám csúcsán. Jöjjön háború, vad, őrjöngő csatárcsatos. bbox=[270, 1166, 441, 1282]
section-header-szerelem: Szerelem bbox=[271, 451, 481, 471]
